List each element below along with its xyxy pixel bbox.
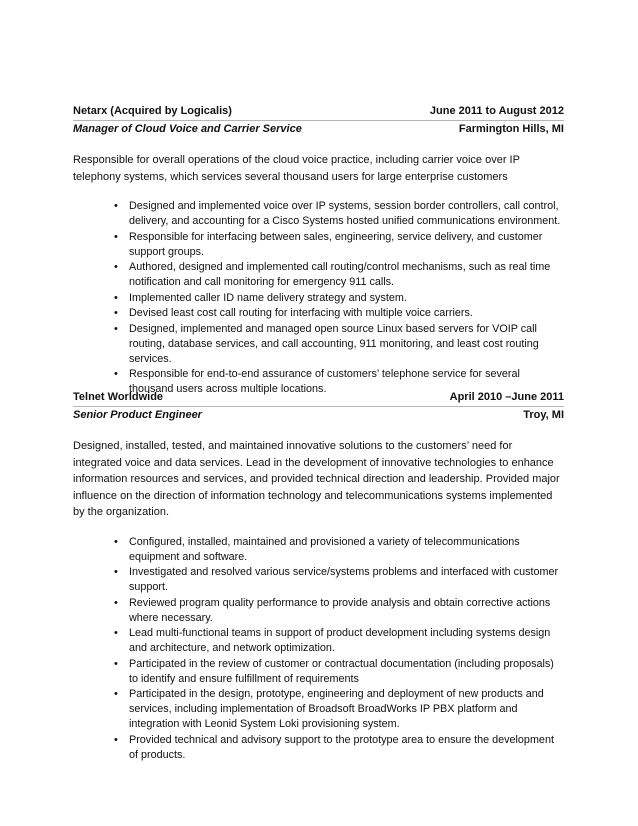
bullet-icon: • — [114, 307, 118, 319]
job-title: Senior Product Engineer — [73, 409, 202, 421]
list-item-text: Designed and implemented voice over IP systems, session border controllers, call control, delivery, and accounting for a Cisco Systems hosted unified communications environment. — [129, 200, 561, 227]
job-header — [73, 103, 564, 120]
list-item-text: Investigated and resolved various service/systems problems and interfaced with customer support. — [129, 566, 559, 593]
list-item-text: Participated in the design, prototype, engineering and deployment of new products and services, including implementation of Broadsoft BroadWorks IP PBX platform and integration with Leonid System Loki provisioning system. — [129, 688, 544, 730]
list-item-text: Implemented caller ID name delivery strategy and system. — [129, 291, 407, 304]
job-entry-telnet — [73, 389, 564, 763]
list-item — [114, 306, 564, 321]
list-item — [114, 230, 564, 260]
bullet-icon: • — [114, 230, 118, 243]
bullet-icon: • — [114, 733, 118, 746]
list-item — [114, 260, 564, 290]
list-item-text: Provided technical and advisory support to the prototype area to ensure the development of products. — [129, 733, 554, 761]
list-item — [114, 199, 564, 229]
employment-dates: April 2010 –June 2011 — [449, 391, 564, 403]
organization-name: Netarx (Acquired by Logicalis) — [73, 105, 232, 117]
employment-dates: June 2011 to August 2012 — [429, 105, 564, 117]
bullet-icon: • — [114, 200, 118, 212]
list-item-text: Responsible for end-to-end assurance of customers’ telephone service for several thousand users across multiple locations. — [129, 368, 520, 395]
bullet-icon: • — [114, 535, 118, 548]
bullet-icon: • — [114, 261, 118, 273]
list-item-text: Lead multi-functional teams in support of product development including systems design and architecture, and network optimization. — [129, 627, 551, 654]
list-item-text: Reviewed program quality performance to provide analysis and obtain corrective actions where necessary. — [129, 596, 551, 624]
bullet-icon: • — [114, 566, 118, 578]
job-location: Farmington Hills, MI — [458, 123, 564, 135]
list-item — [114, 291, 564, 306]
bullet-icon: • — [114, 627, 118, 639]
list-item — [114, 535, 564, 565]
job-location: Troy, MI — [523, 409, 564, 421]
list-item-text: Designed, implemented and managed open source Linux based servers for VOIP call routing, database services, and call accounting, 911 monitoring, and least cost routing services. — [129, 322, 539, 365]
list-item — [114, 322, 564, 367]
list-item-text: Configured, installed, maintained and provisioned a variety of telecommunications equipment and software. — [129, 535, 520, 563]
list-item-text: Participated in the review of customer or contractual documentation (including proposals) to identify and ensure fulfillment of requirements — [129, 657, 554, 685]
bullet-icon: • — [114, 688, 118, 700]
responsibility-list — [73, 535, 564, 763]
job-title: Manager of Cloud Voice and Carrier Service — [73, 123, 302, 135]
bullet-icon: • — [114, 368, 118, 380]
responsibility-list — [73, 199, 564, 397]
bullet-icon: • — [114, 322, 118, 335]
list-item-text: Devised least cost call routing for interfacing with multiple voice carriers. — [129, 307, 473, 319]
job-header — [73, 389, 564, 406]
list-item — [114, 657, 564, 687]
job-summary: Responsible for overall operations of the cloud voice practice, including carrier voice over IP telephony systems, which services several thousand users for large enterprise customers — [73, 154, 520, 183]
job-entry-netarx — [73, 103, 564, 398]
job-title-row — [73, 406, 564, 424]
list-item-text: Authored, designed and implemented call routing/control mechanisms, such as real time notification and call monitoring for emergency 911 calls. — [129, 261, 551, 288]
organization-name: Telnet Worldwide — [73, 391, 164, 403]
job-title-row — [73, 120, 564, 138]
bullet-icon: • — [114, 596, 118, 609]
list-item — [114, 596, 564, 626]
list-item — [114, 733, 564, 763]
list-item — [114, 565, 564, 595]
bullet-icon: • — [114, 657, 118, 670]
list-item-text: Responsible for interfacing between sales, engineering, service delivery, and customer support groups. — [129, 230, 543, 258]
list-item — [114, 687, 564, 732]
list-item — [114, 626, 564, 656]
bullet-icon: • — [114, 291, 118, 304]
job-summary: Designed, installed, tested, and maintained innovative solutions to the customers’ need for integrated voice and data services. Lead in the development of innovative technologies to enhance information resources and services, and provided technical direction and leadership. Provided major influence on the direction of information technology and telecommunications systems implemented by the organization. — [73, 440, 560, 518]
